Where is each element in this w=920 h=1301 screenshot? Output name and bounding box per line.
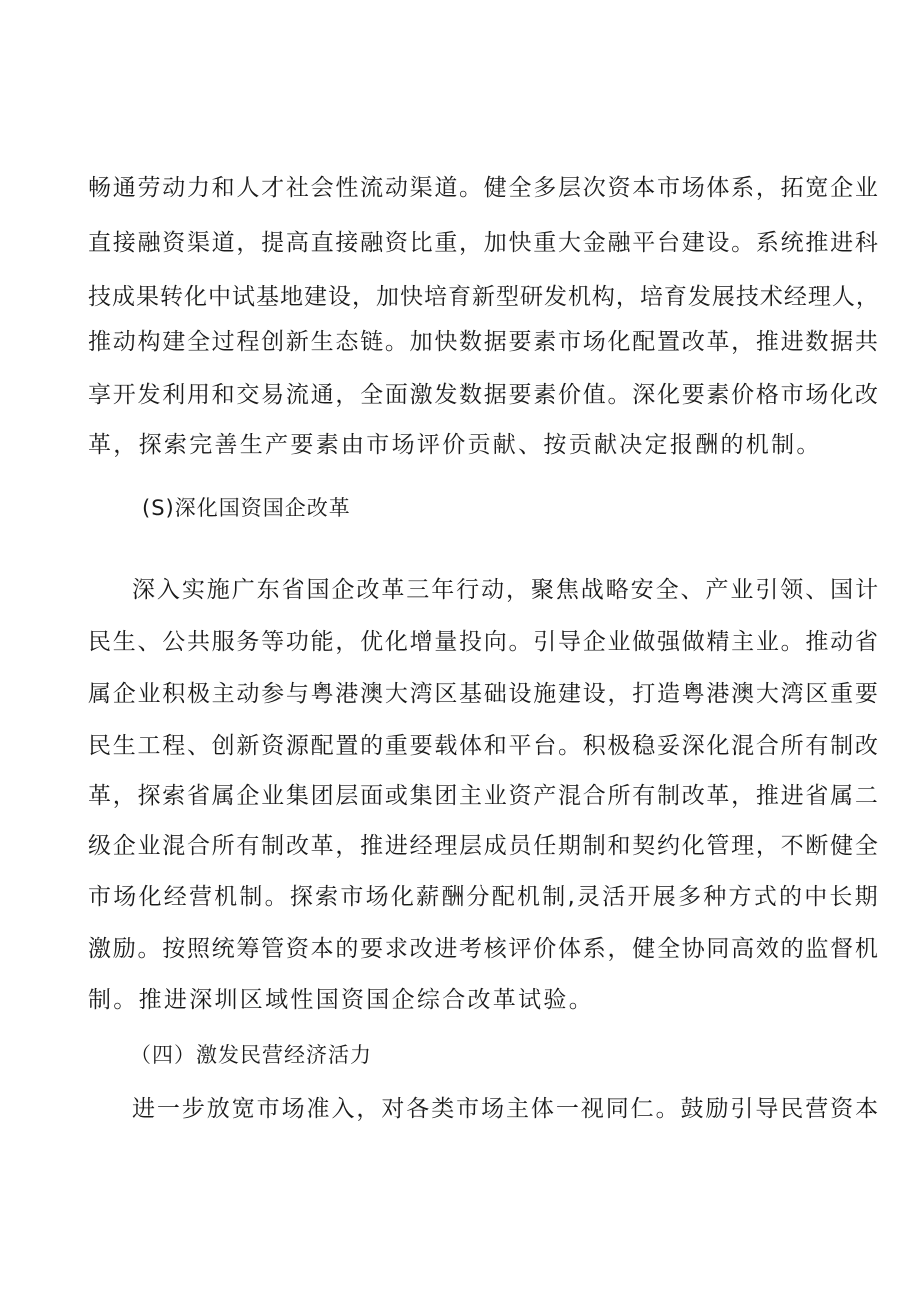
paragraph-line: 革，探索省属企业集团层面或集团主业资产混合所有制改革，推进省属二 <box>88 783 880 809</box>
paragraph-line: 制。推进深圳区域性国资国企综合改革试验。 <box>88 987 594 1013</box>
paragraph-line: 属企业积极主动参与粤港澳大湾区基础设施建设，打造粤港澳大湾区重要 <box>88 681 880 707</box>
section-heading-soe-reform: (S)深化国资国企改革 <box>142 496 351 520</box>
paragraph-line: 推动构建全过程创新生态链。加快数据要素市场化配置改革，推进数据共 <box>88 329 880 355</box>
paragraph-line: 激励。按照统筹管资本的要求改进考核评价体系，健全协同高效的监督机 <box>88 936 880 962</box>
paragraph-line: 畅通劳动力和人才社会性流动渠道。健全多层次资本市场体系，拓宽企业 <box>88 175 880 201</box>
section-heading-private-economy: （四）激发民营经济活力 <box>130 1043 372 1067</box>
paragraph-line: 市场化经营机制。探索市场化薪酬分配机制,灵活开展多种方式的中长期 <box>88 884 880 910</box>
paragraph-line: 技成果转化中试基地建设，加快培育新型研发机构，培育发展技术经理人， <box>88 284 880 310</box>
paragraph-line: 深入实施广东省国企改革三年行动，聚焦战略安全、产业引领、国计 <box>132 577 880 603</box>
paragraph-line: 直接融资渠道，提高直接融资比重，加快重大金融平台建设。系统推进科 <box>88 230 880 256</box>
paragraph-line: 享开发利用和交易流通，全面激发数据要素价值。深化要素价格市场化改 <box>88 382 880 408</box>
paragraph-line: 级企业混合所有制改革，推进经理层成员任期制和契约化管理，不断健全 <box>88 833 880 859</box>
paragraph-line: 民生工程、创新资源配置的重要载体和平台。积极稳妥深化混合所有制改 <box>88 733 880 759</box>
paragraph-line: 革，探索完善生产要素由市场评价贡献、按贡献决定报酬的机制。 <box>88 432 822 458</box>
paragraph-line: 民生、公共服务等功能，优化增量投向。引导企业做强做精主业。推动省 <box>88 629 880 655</box>
paragraph-line: 进一步放宽市场准入，对各类市场主体一视同仁。鼓励引导民营资本 <box>132 1096 880 1122</box>
